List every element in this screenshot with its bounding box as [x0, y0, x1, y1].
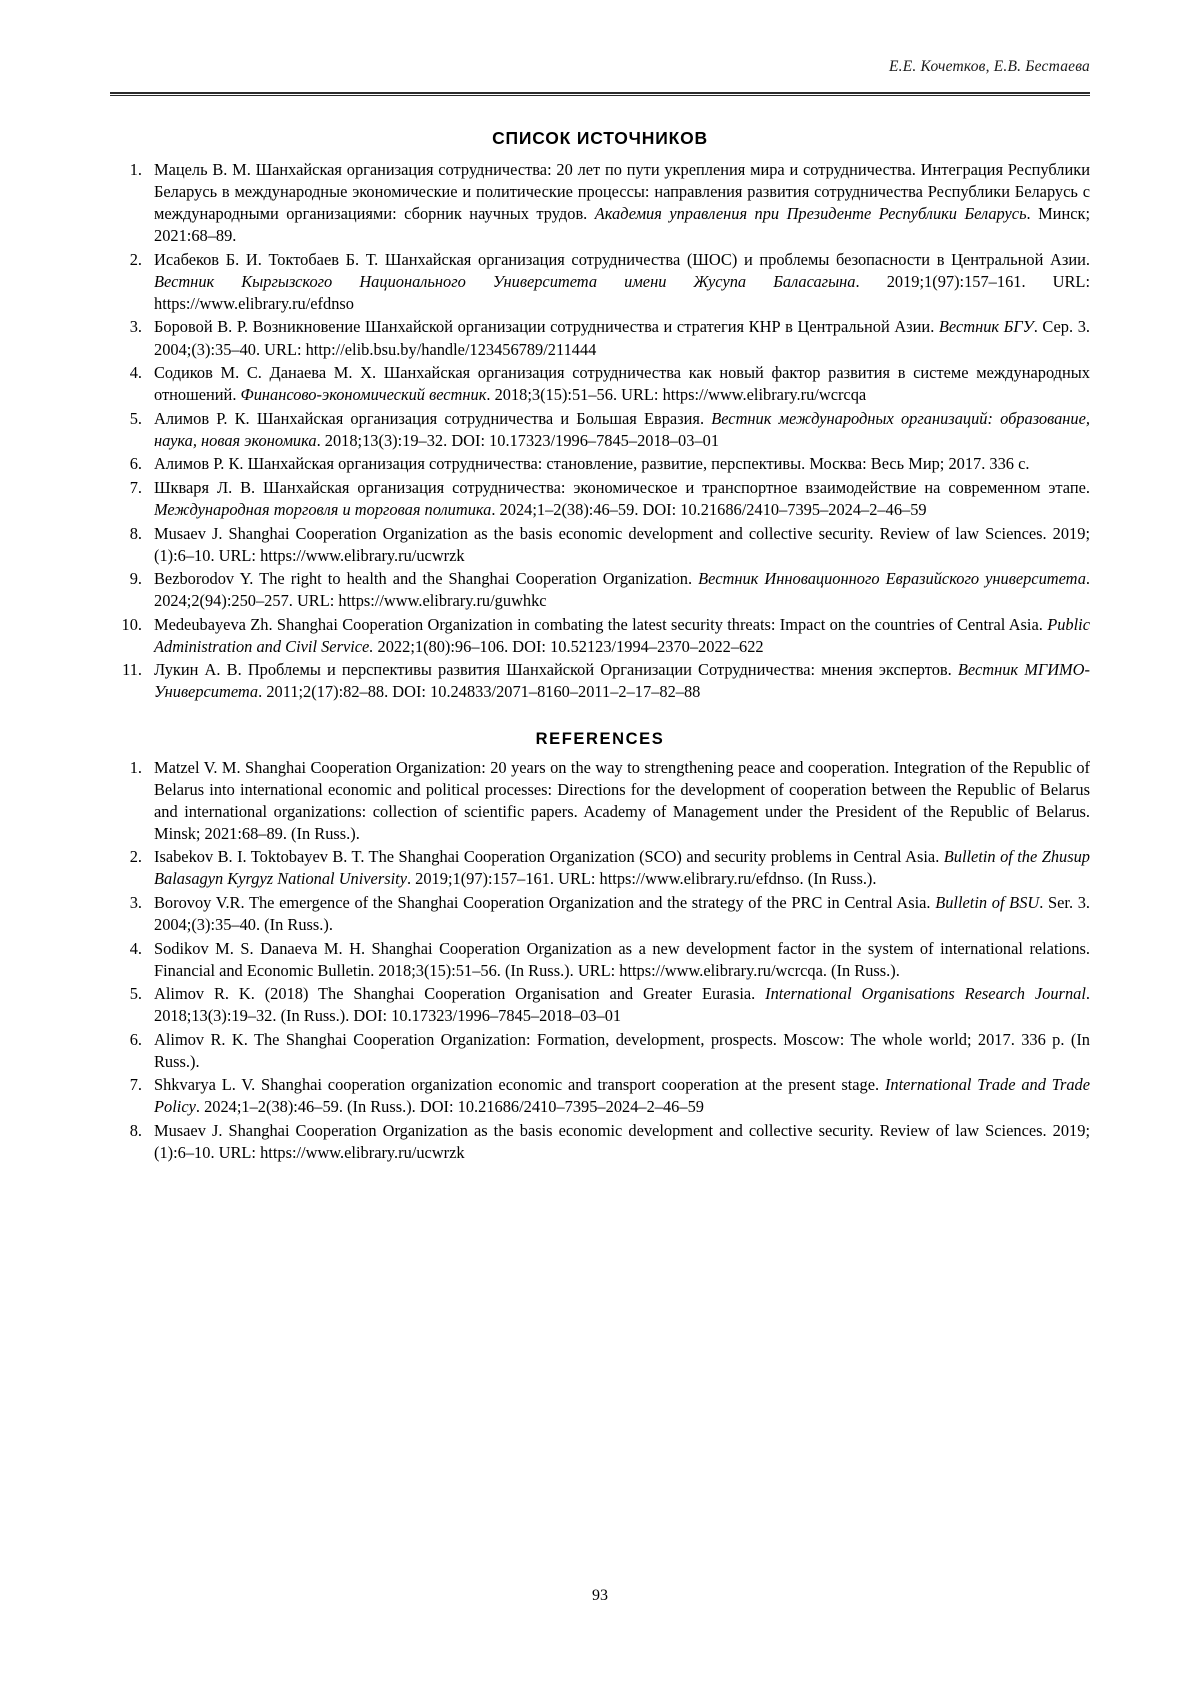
reference-text-segment: . Сер. 3. 2004;(3):35–40. URL: http://elib.bsu.by/handle/123456789/211444: [154, 317, 1090, 359]
reference-text-segment: . 2024;1–2(38):46–59. DOI: 10.21686/2410–7395–2024–2–46–59: [491, 499, 927, 519]
reference-text-segment: Musaev J. Shanghai Cooperation Organization as the basis economic development and collective security. Review of law Sciences. 2019;(1):6–10. URL: https://www.elibrary.ru/ucwrzk: [154, 523, 1090, 565]
reference-text: [154, 478, 1090, 519]
reference-text: [154, 160, 1090, 245]
reference-text-segment: Исабеков Б. И. Токтобаев Б. Т. Шанхайская организация сотрудничества (ШОС) и проблемы безопасности в Центральной Азии.: [154, 249, 1090, 269]
reference-text: [154, 569, 1090, 610]
reference-text: [154, 939, 1090, 980]
reference-source-title: Академия управления при Президенте Республики Беларусь: [594, 204, 1027, 224]
references-heading: REFERENCES: [535, 729, 665, 748]
reference-number: 1.: [129, 757, 142, 777]
reference-item: [110, 1074, 1090, 1118]
reference-text-segment: Alimov R. K. (2018) The Shanghai Cooperation Organisation and Greater Eurasia.: [154, 984, 766, 1004]
reference-text-segment: Isabekov B. I. Toktobayev B. T. The Shanghai Cooperation Organization (SCO) and security problems in Central Asia.: [154, 847, 944, 867]
reference-text: [154, 660, 1090, 701]
reference-text: [154, 524, 1090, 565]
reference-text: [154, 1121, 1090, 1162]
reference-text: [154, 758, 1090, 843]
reference-text-segment: Мацель В. М. Шанхайская организация сотрудничества: 20 лет по пути укрепления мира и сотрудничества. Интеграция Республики Беларусь в международные экономические и политические процессы: направления развития сотрудничества Республики Беларусь с международными организациями: сборник научных трудов.: [154, 160, 1090, 224]
reference-item: [110, 983, 1090, 1027]
reference-text-segment: . 2018;3(15):51–56. URL: https://www.elibrary.ru/wcrcqa: [486, 385, 867, 405]
reference-text: [154, 409, 1090, 450]
reference-text-segment: Лукин А. В. Проблемы и перспективы развития Шанхайской Организации Сотрудничества: мнения экспертов.: [154, 660, 958, 680]
reference-item: [110, 453, 1090, 475]
reference-text-segment: Шкваря Л. В. Шанхайская организация сотрудничества: экономическое и транспортное взаимодействие на современном этапе.: [154, 477, 1090, 497]
reference-text: [154, 454, 1029, 473]
sources-heading: СПИСОК ИСТОЧНИКОВ: [492, 128, 708, 148]
reference-item: [110, 316, 1090, 360]
reference-text-segment: . 2011;2(17):82–88. DOI: 10.24833/2071–8160–2011–2–17–82–88: [258, 682, 701, 702]
reference-text-segment: Bezborodov Y. The right to health and the Shanghai Cooperation Organization.: [154, 569, 699, 589]
reference-text: [154, 1075, 1090, 1116]
reference-text: [154, 317, 1090, 358]
reference-item: [110, 568, 1090, 612]
reference-number: 1.: [129, 160, 142, 179]
reference-number: 6.: [129, 1029, 142, 1049]
reference-text-segment: . Минск; 2021:68–89.: [154, 204, 1091, 246]
reference-text: [154, 847, 1090, 888]
reference-number: 8.: [129, 523, 142, 543]
reference-item: [110, 846, 1090, 890]
reference-number: 5.: [129, 408, 142, 428]
page-content: [110, 128, 1090, 1166]
reference-text-segment: Musaev J. Shanghai Cooperation Organization as the basis economic development and collective security. Review of law Sciences. 2019;(1):6–10. URL: https://www.elibrary.ru/ucwrzk: [154, 1121, 1090, 1163]
reference-text-segment: Алимов Р. К. Шанхайская организация сотрудничества и Большая Евразия.: [154, 408, 712, 428]
reference-number: 4.: [129, 938, 142, 958]
reference-number: 3.: [129, 892, 142, 912]
reference-text: [154, 250, 1090, 313]
reference-source-title: Bulletin of BSU: [935, 892, 1040, 912]
reference-text-segment: Боровой В. Р. Возникновение Шанхайской организации сотрудничества и стратегия КНР в Центральной Азии.: [154, 317, 939, 337]
reference-item: [110, 659, 1090, 703]
reference-item: [110, 938, 1090, 982]
reference-number: 11.: [122, 660, 142, 680]
reference-text-segment: . 2019;1(97):157–161. URL: https://www.elibrary.ru/efdnso. (In Russ.).: [406, 869, 877, 889]
reference-text: [154, 1030, 1090, 1071]
reference-number: 8.: [129, 1121, 142, 1140]
reference-item: [110, 614, 1090, 658]
reference-source-title: International Organisations Research Journal: [765, 984, 1086, 1004]
reference-number: 9.: [129, 569, 142, 589]
reference-text-segment: . 2024;2(94):250–257. URL: https://www.elibrary.ru/guwhkc: [154, 569, 1090, 611]
reference-source-title: Вестник МГИМО-Университета: [154, 660, 1090, 702]
reference-text-segment: Shkvarya L. V. Shanghai cooperation organization economic and transport cooperation at the present stage.: [154, 1075, 885, 1095]
reference-source-title: Bulletin of the Zhusup Balasagyn Kyrgyz National University: [154, 847, 1090, 889]
header-divider: [110, 92, 1090, 96]
reference-number: 6.: [129, 454, 142, 474]
reference-item: [110, 1029, 1090, 1073]
reference-number: 10.: [121, 614, 142, 634]
sources-list: [110, 159, 1090, 704]
references-list: [110, 757, 1090, 1165]
reference-text-segment: 2022;1(80):96–106. DOI: 10.52123/1994–2370–2022–622: [373, 636, 764, 656]
page-number: 93: [592, 1587, 608, 1604]
reference-text: [154, 893, 1090, 934]
reference-text: [154, 615, 1090, 656]
reference-text-segment: Medeubayeva Zh. Shanghai Cooperation Organization in combating the latest security threats: Impact on the countries of Central Asia.: [154, 614, 1048, 634]
reference-text-segment: Alimov R. K. The Shanghai Cooperation Organization: Formation, development, prospects. Moscow: The whole world; 2017. 336 p. (In Russ.).: [154, 1029, 1090, 1071]
reference-source-title: Вестник Кыргызского Национального Университета имени Жусупа Баласагына: [154, 271, 856, 291]
reference-number: 2.: [129, 249, 142, 269]
reference-number: 4.: [129, 363, 142, 383]
reference-text-segment: Sodikov M. S. Danaeva M. H. Shanghai Cooperation Organization as a new development factor in the system of international relations. Financial and Economic Bulletin. 2018;3(15):51–56. (In Russ.). URL: https://www.elibrary.ru/wcrcqa. (In Russ.).: [154, 938, 1090, 980]
reference-text-segment: . 2024;1–2(38):46–59. (In Russ.). DOI: 10.21686/2410–7395–2024–2–46–59: [195, 1097, 704, 1117]
reference-text-segment: Алимов Р. К. Шанхайская организация сотрудничества: становление, развитие, перспективы. Москва: Весь Мир; 2017. 336 с.: [154, 454, 1030, 474]
reference-source-title: Вестник Инновационного Евразийского университета: [698, 569, 1086, 589]
reference-number: 3.: [129, 317, 142, 337]
running-header: [110, 58, 1090, 76]
reference-source-title: International Trade and Trade Policy: [154, 1075, 1091, 1117]
reference-item: [110, 159, 1090, 247]
reference-number: 7.: [129, 1075, 142, 1095]
reference-item: [110, 408, 1090, 452]
reference-source-title: Международная торговля и торговая политика: [154, 499, 492, 519]
reference-number: 2.: [129, 847, 142, 867]
reference-text-segment: . Ser. 3. 2004;(3):35–40. (In Russ.).: [154, 892, 1090, 934]
reference-text-segment: . 2019;1(97):157–161. URL: https://www.elibrary.ru/efdnso: [154, 271, 1090, 313]
reference-source-title: Public Administration and Civil Service.: [154, 614, 1090, 656]
reference-item: [110, 1120, 1090, 1164]
reference-text-segment: Matzel V. M. Shanghai Cooperation Organization: 20 years on the way to strengthening peace and cooperation. Integration of the Republic of Belarus into international economic and political processes: Directions for the development of cooperation between the Republic of Belarus and international organizations: collection of scientific papers. Academy of Management under the President of the Republic of Belarus. Minsk; 2021:68–89. (In Russ.).: [154, 757, 1090, 843]
reference-text-segment: Содиков М. С. Данаева М. Х. Шанхайская организация сотрудничества как новый фактор развития в системе международных отношений.: [154, 363, 1090, 405]
reference-source-title: Вестник БГУ: [938, 317, 1034, 337]
reference-text-segment: . 2018;13(3):19–32. (In Russ.). DOI: 10.17323/1996–7845–2018–03–01: [154, 984, 1090, 1026]
reference-item: [110, 362, 1090, 406]
reference-item: [110, 757, 1090, 845]
reference-number: 7.: [129, 477, 142, 497]
reference-item: [110, 523, 1090, 567]
reference-text: [154, 984, 1090, 1025]
reference-number: 5.: [129, 984, 142, 1004]
reference-item: [110, 892, 1090, 936]
reference-text: [154, 363, 1090, 404]
reference-item: [110, 249, 1090, 315]
reference-item: [110, 477, 1090, 521]
reference-text-segment: Borovoy V.R. The emergence of the Shanghai Cooperation Organization and the strategy of the PRC in Central Asia.: [154, 892, 936, 912]
header-authors: Е.Е. Кочетков, Е.В. Бестаева: [888, 58, 1090, 75]
reference-text-segment: . 2018;13(3):19–32. DOI: 10.17323/1996–7845–2018–03–01: [316, 430, 720, 450]
reference-source-title: Финансово-экономический вестник: [240, 385, 487, 405]
reference-source-title: Вестник международных организаций: образование, наука, новая экономика: [154, 408, 1090, 450]
